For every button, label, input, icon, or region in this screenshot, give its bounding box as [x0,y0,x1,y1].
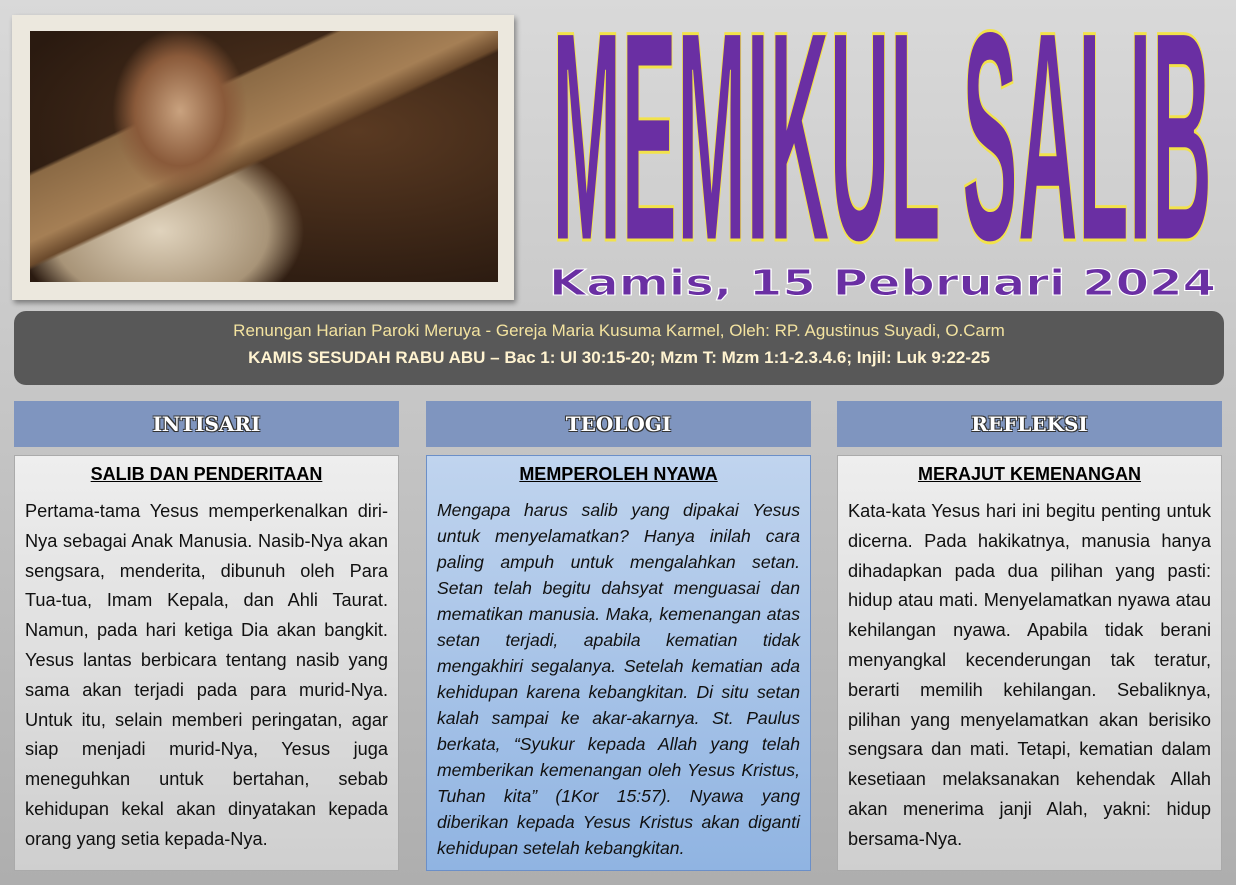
jesus-carrying-cross-painting [30,31,498,282]
painting-frame [12,15,514,300]
date-svg [545,260,1220,302]
info-band [14,311,1224,385]
teologi-box [426,455,811,871]
date-text: Kamis, 15 Pebruari 2024 [549,263,1216,302]
section-header-refleksi: REFLEKSI [837,401,1222,447]
section-body: Mengapa harus salib yang dipakai Yesus untuk menyelamatkan? Hanya inilah cara paling ampuh untuk mengalahkan setan. Setan telah begitu dahsyat menguasai dan mematikan manusia. Maka, kemenangan atas setan terjadi, apabila kematian tidak mengakhiri segalanya. Setelah kematian ada kehidupan karena kebangkitan. Di situ setan kalah sampai ke akar-akarnya. St. Paulus berkata, “Syukur kepada Allah yang telah memberikan kemenangan oleh Yesus Kristus, Tuhan kita” (1Kor 15:57). Nyawa yang diberikan kepada Yesus Kristus akan diganti kehidupan setelah kebangkitan. [437,500,800,858]
intisari-box [14,455,399,871]
section-subtitle: SALIB DAN PENDERITAAN [90,464,323,484]
section-subtitle: MERAJUT KEMENANGAN [917,464,1141,484]
title-svg [548,22,1216,248]
section-body: Kata-kata Yesus hari ini begitu penting untuk dicerna. Pada hakikatnya, manusia hanya dihadapkan pada dua pilihan yang pasti: hidup atau mati. Menyelamatkan nyawa atau kehilangan nyawa. Apabila tidak berani menyangkal kecenderungan tak teratur, berarti memilih kehilangan. Sebaliknya, pilihan yang menyelamatkan akan berisiko sengsara dan mati. Tetapi, kematian dalam kesetiaan melaksanakan kehendak Allah akan menerima janji Alah, yakni: hidup bersama-Nya. [848,501,1211,849]
page-title [548,22,1216,248]
author-line: Renungan Harian Paroki Meruya - Gereja Maria Kusuma Karmel, Oleh: RP. Agustinus Suyadi, O.Carm [233,321,1005,340]
section-header-intisari: INTISARI [14,401,399,447]
section-body: Pertama-tama Yesus memperkenalkan diri-Nya sebagai Anak Manusia. Nasib-Nya akan sengsara, menderita, dibunuh oleh Para Tua-tua, Imam Kepala, dan Ahli Taurat. Namun, pada hari ketiga Dia akan bangkit. Yesus lantas berbicara tentang nasib yang sama akan terjadi pada para murid-Nya. Untuk itu, selain memberi peringatan, agar siap menjadi murid-Nya, Yesus juga meneguhkan untuk bertahan, sebab kehidupan kekal akan dinyatakan kepada orang yang setia kepada-Nya. [25,501,388,849]
section-subtitle: MEMPEROLEH NYAWA [519,464,718,484]
title-text: MEMIKUL SALIB [552,22,1212,248]
refleksi-box [837,455,1222,871]
date-heading [545,260,1220,302]
readings-line: KAMIS SESUDAH RABU ABU – Bac 1: Ul 30:15-20; Mzm T: Mzm 1:1-2.3.4.6; Injil: Luk 9:22-25 [248,348,990,367]
section-header-teologi: TEOLOGI [426,401,811,447]
